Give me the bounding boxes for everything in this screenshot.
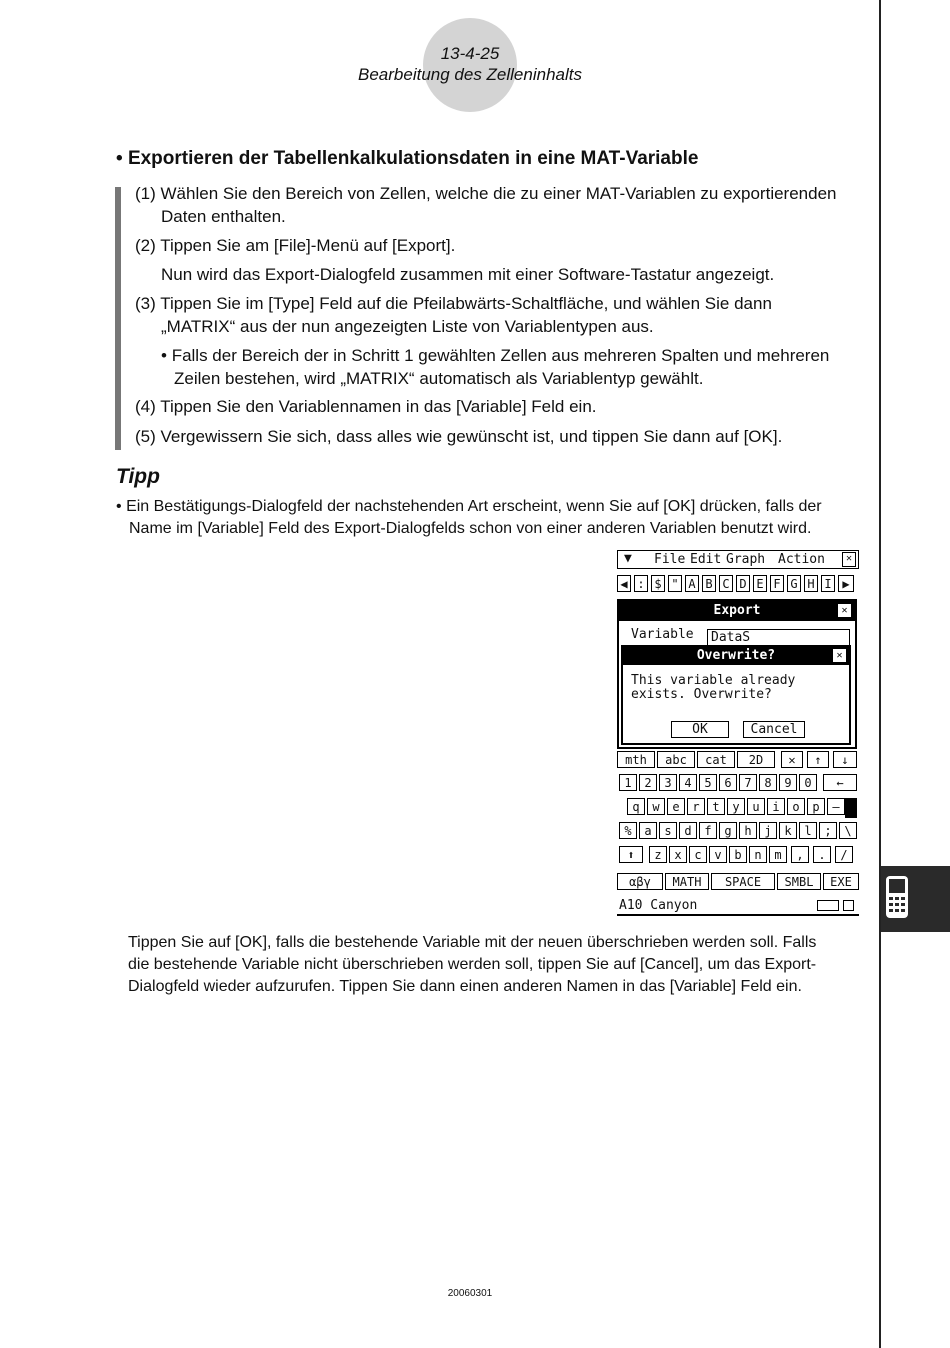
toolbar-key[interactable]: G [787, 575, 801, 592]
status-bar [617, 896, 859, 916]
variable-label: Variable [631, 627, 694, 642]
export-title: Export ✕ [619, 601, 855, 621]
step-3: (3) Tippen Sie im [Type] Feld auf die Pfeilabwärts-Schaltfläche, und wählen Sie dann „MATRIX“ aus der nun angezeigten Liste von Variablentypen aus. [135, 294, 772, 336]
step-2: (2) Tippen Sie am [File]-Menü auf [Export]. [135, 236, 456, 255]
status-text: A10 Canyon [619, 898, 698, 913]
key[interactable]: % [619, 822, 637, 839]
key[interactable]: n [749, 846, 767, 863]
key[interactable]: , [791, 846, 809, 863]
key[interactable]: b [729, 846, 747, 863]
step-3-bullet: • Falls der Bereich der in Schritt 1 gewählten Zellen aus mehreren Spalten und mehreren Zeilen bestehen, wird „MATRIX“ automatisch als Variablentyp gewählt. [161, 346, 830, 388]
key[interactable]: x [669, 846, 687, 863]
step-5: (5) Vergewissern Sie sich, dass alles wie gewünscht ist, und tippen Sie dann auf [OK]. [135, 427, 783, 446]
toolbar-key[interactable]: : [634, 575, 648, 592]
symbol-key[interactable]: SMBL [777, 873, 821, 890]
key[interactable]: 3 [659, 774, 677, 791]
tab-mth[interactable]: mth [617, 751, 655, 768]
step-1: (1) Wählen Sie den Bereich von Zellen, welche die zu einer MAT-Variablen zu exportierenden Daten enthalten. [135, 184, 837, 226]
key[interactable]: j [759, 822, 777, 839]
key[interactable]: 7 [739, 774, 757, 791]
keyboard-tabs [617, 751, 859, 768]
toolbar-key[interactable]: E [753, 575, 767, 592]
toolbar-key[interactable]: H [804, 575, 818, 592]
space-key[interactable]: SPACE [711, 873, 775, 890]
step-2-note: Nun wird das Export-Dialogfeld zusammen mit einer Software-Tastatur angezeigt. [161, 265, 775, 284]
window-icon [843, 900, 854, 911]
keyboard-up-icon[interactable]: ↑ [807, 751, 829, 768]
keyboard-a-row [617, 822, 859, 842]
steps-bar [115, 187, 121, 450]
key[interactable]: l [799, 822, 817, 839]
toolbar-key[interactable]: " [668, 575, 682, 592]
menu-edit[interactable]: Edit [690, 552, 722, 567]
cancel-button[interactable]: Cancel [743, 721, 805, 738]
chapter-tab [881, 866, 950, 932]
tip-heading: Tipp [116, 465, 160, 488]
menu-graph[interactable]: Graph [726, 552, 766, 567]
key[interactable]: d [679, 822, 697, 839]
toolbar [617, 573, 859, 594]
tab-cat[interactable]: cat [697, 751, 735, 768]
toolbar-right-icon[interactable]: ▶ [838, 575, 854, 592]
key[interactable]: / [835, 846, 853, 863]
toolbar-key[interactable]: F [770, 575, 784, 592]
key[interactable]: . [813, 846, 831, 863]
exe-key[interactable]: EXE [823, 873, 859, 890]
toolbar-key[interactable]: B [702, 575, 716, 592]
math-key[interactable]: MATH [665, 873, 709, 890]
toolbar-key[interactable]: $ [651, 575, 665, 592]
step-4: (4) Tippen Sie den Variablennamen in das [Variable] Feld ein. [135, 397, 597, 416]
followup-text: Tippen Sie auf [OK], falls die bestehende Variable mit der neuen überschrieben werden soll. Falls die bestehende Variable nicht überschrieben werden soll, tippen Sie auf [Cancel], um das Export- Dialogfeld wieder aufzurufen. Tippen Sie dann einen anderen Namen in das [Variable] Feld ein. [128, 934, 817, 995]
keyboard-digits-row [617, 774, 859, 794]
key[interactable]: e [667, 798, 685, 815]
section-title: • Exportieren der Tabellenkalkulationsdaten in eine MAT-Variable [116, 148, 699, 169]
overwrite-message-2: exists. Overwrite? [631, 687, 772, 702]
backspace-icon[interactable]: ← [823, 774, 857, 791]
shift-icon[interactable]: ⬆ [619, 846, 643, 863]
keyboard-q-row [617, 798, 859, 818]
key[interactable]: 6 [719, 774, 737, 791]
key[interactable]: q [627, 798, 645, 815]
key[interactable]: u [747, 798, 765, 815]
key[interactable]: 5 [699, 774, 717, 791]
key[interactable]: i [767, 798, 785, 815]
toolbar-key[interactable]: A [685, 575, 699, 592]
overwrite-message-1: This variable already [631, 673, 796, 688]
menu-chevron-icon[interactable]: ▼ [624, 551, 632, 566]
key[interactable]: 0 [799, 774, 817, 791]
key[interactable]: c [689, 846, 707, 863]
chapter-title: Bearbeitung des Zelleninhalts [358, 65, 582, 84]
battery-icon [817, 900, 839, 911]
tab-2d[interactable]: 2D [737, 751, 775, 768]
keyboard-cursor [845, 798, 857, 818]
calculator-icon [881, 866, 950, 932]
key[interactable]: o [787, 798, 805, 815]
key[interactable]: – [827, 798, 845, 815]
key[interactable]: 9 [779, 774, 797, 791]
variable-input[interactable]: DataS [707, 629, 850, 646]
key[interactable]: f [699, 822, 717, 839]
overwrite-dialog [621, 645, 851, 745]
key[interactable]: ; [819, 822, 837, 839]
key[interactable]: t [707, 798, 725, 815]
key[interactable]: g [719, 822, 737, 839]
key[interactable]: 2 [639, 774, 657, 791]
page-number: 13-4-25 [440, 44, 500, 63]
key[interactable]: m [769, 846, 787, 863]
ok-button[interactable]: OK [671, 721, 729, 738]
key[interactable]: a [639, 822, 657, 839]
page-edge-rule [879, 0, 881, 1348]
key[interactable]: 8 [759, 774, 777, 791]
export-close-icon[interactable]: ✕ [838, 604, 851, 617]
overwrite-title: Overwrite? ✕ [623, 647, 849, 665]
close-icon[interactable]: ✕ [842, 552, 856, 567]
toolbar-key[interactable]: C [719, 575, 733, 592]
key[interactable]: h [739, 822, 757, 839]
menu-bar [617, 550, 859, 569]
menu-action[interactable]: Action [778, 552, 825, 567]
key[interactable]: k [779, 822, 797, 839]
key[interactable]: s [659, 822, 677, 839]
tip-text: • Ein Bestätigungs-Dialogfeld der nachstehenden Art erscheint, wenn Sie auf [OK] drücken, falls der Name im [Variable] Feld des Export-Dialogfelds schon von einer anderen Variablen benutzt wird. [116, 498, 822, 537]
greek-key[interactable]: αβγ [617, 873, 663, 890]
toolbar-key[interactable]: I [821, 575, 835, 592]
footer-code: 20060301 [447, 1288, 493, 1299]
key[interactable]: v [709, 846, 727, 863]
key[interactable]: r [687, 798, 705, 815]
keyboard-close-icon[interactable]: ✕ [781, 751, 803, 768]
key[interactable]: 4 [679, 774, 697, 791]
keyboard-bottom-row [617, 873, 859, 893]
keyboard-down-icon[interactable]: ↓ [833, 751, 857, 768]
toolbar-left-icon[interactable]: ◀ [617, 575, 631, 592]
overwrite-close-icon[interactable]: ✕ [833, 649, 846, 662]
tab-abc[interactable]: abc [657, 751, 695, 768]
key[interactable]: w [647, 798, 665, 815]
keyboard-z-row [617, 846, 859, 866]
toolbar-key[interactable]: D [736, 575, 750, 592]
menu-file[interactable]: File [654, 552, 686, 567]
key[interactable]: y [727, 798, 745, 815]
key[interactable]: 1 [619, 774, 637, 791]
key[interactable]: p [807, 798, 825, 815]
key[interactable]: \ [839, 822, 857, 839]
key[interactable]: z [649, 846, 667, 863]
calculator-screenshot [615, 548, 861, 918]
